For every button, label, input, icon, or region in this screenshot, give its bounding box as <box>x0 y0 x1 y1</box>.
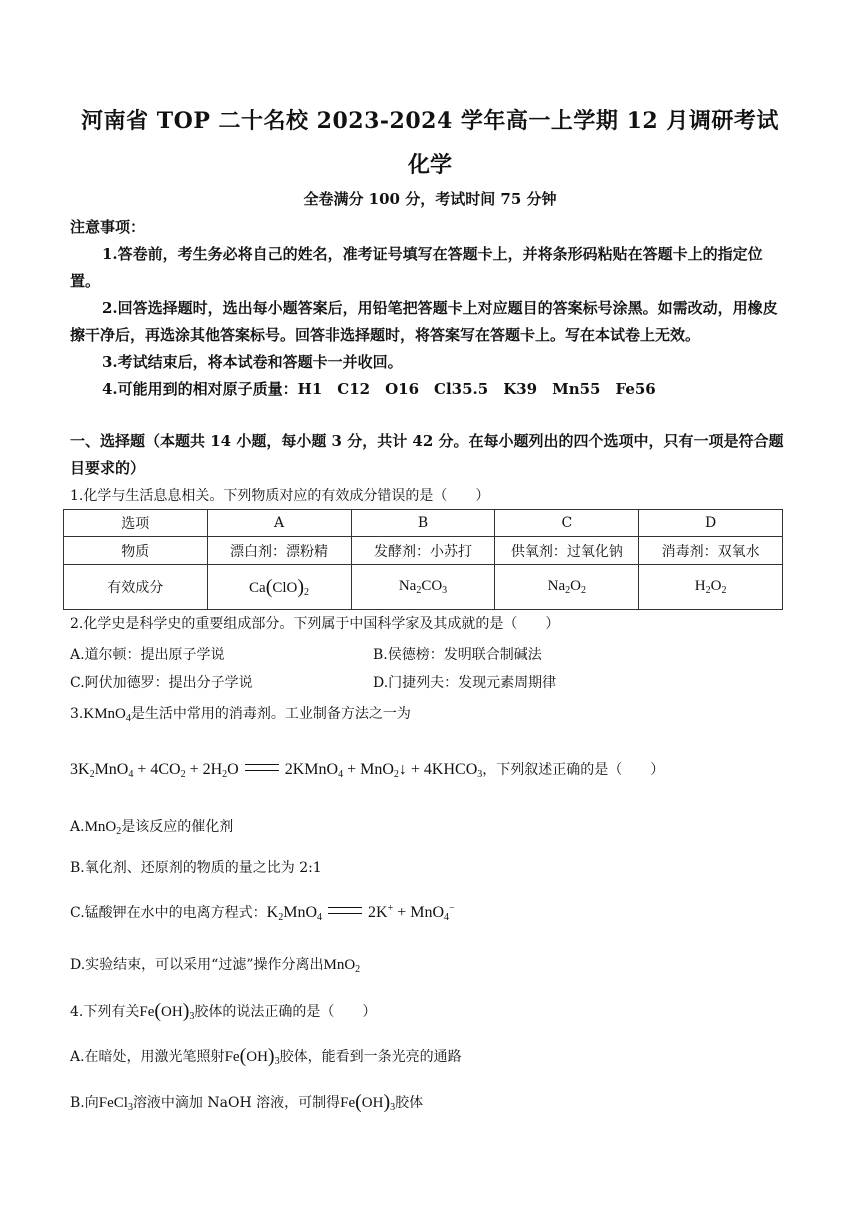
notes-section <box>70 214 790 403</box>
table-cell: 消毒剂：双氧水 <box>639 537 783 565</box>
formula: FeCl$_3$ <box>98 1095 133 1113</box>
subject-title: 化学 <box>407 152 452 178</box>
q2-option-a: A.道尔顿：提出原子学说 <box>70 647 225 663</box>
formula: $Fe(OH)_3$ <box>224 1045 280 1067</box>
q2-option-c: C.阿伏加德罗：提出分子学说 <box>70 675 253 691</box>
note-item: 4.可能用到的相对原子质量：H1 C12 O16 Cl35.5 K39 Mn55 Fe56 <box>102 380 656 398</box>
notes-heading: 注意事项： <box>70 218 146 236</box>
q4-option-b: B.向FeCl$_3$溶液中滴加 NaOH 溶液，可制得$Fe(OH)_3$胶体 <box>70 1091 424 1113</box>
table-header-cell: C <box>495 510 639 537</box>
q2-stem: 2.化学史是科学史的重要组成部分。下列属于中国科学家及其成就的是（ ） <box>70 616 560 632</box>
table-formula-cell: $Ca(ClO)_2$ <box>207 565 351 610</box>
table-formula-cell: $Na_2CO_3$ <box>351 565 495 610</box>
table-header-cell: B <box>351 510 495 537</box>
q3-option-c: C.锰酸钾在水中的电离方程式：$K_2MnO_4$ 2K+ + MnO$_4$− <box>70 903 455 923</box>
formula: $Fe(OH)_3$ <box>340 1091 396 1113</box>
exam-info: 全卷满分 100 分，考试时间 75 分钟 <box>303 190 557 208</box>
table-header-cell: 选项 <box>64 510 208 537</box>
q1-stem: 1.化学与生活息息相关。下列物质对应的有效成分错误的是（ ） <box>70 488 490 504</box>
note-item: 1.答卷前，考生务必将自己的姓名，准考证号填写在答题卡上，并将条形码粘贴在答题卡上的指定位置。 <box>70 245 763 290</box>
formula: MnO$_2$ <box>323 957 361 975</box>
q2-option-d: D.门捷列夫：发现元素周期律 <box>373 675 557 691</box>
q1-table <box>63 509 783 610</box>
formula: KMnO$_4$ <box>83 706 131 724</box>
note-item: 3.考试结束后，将本试卷和答题卡一并收回。 <box>102 353 403 371</box>
table-cell: 发酵剂：小苏打 <box>351 537 495 565</box>
q4-stem: 4.下列有关$Fe(OH)_3$胶体的说法正确的是（ ） <box>70 1000 377 1022</box>
q3-equation-line: $3K_2MnO_4 + 4CO_2 + 2H_2O$ 2KMnO$_4$ + MnO$_2$↓ + $4KHCO_3$，下列叙述正确的是（ ） <box>70 761 665 780</box>
formula: $Fe(OH)_3$ <box>139 1000 195 1022</box>
table-cell: 供氧剂：过氧化钠 <box>495 537 639 565</box>
table-formula-cell: $H_2O_2$ <box>639 565 783 610</box>
exam-title: 河南省 TOP 二十名校 2023-2024 学年高一上学期 12 月调研考试 <box>81 108 779 134</box>
note-item: 2.回答选择题时，选出每小题答案后，用铅笔把答题卡上对应题目的答案标号涂黑。如需改动，用橡皮擦干净后，再选涂其他答案标号。回答非选择题时，将答案写在答题卡上。写在本试卷上无效。 <box>70 299 778 344</box>
table-formula-cell: $Na_2O_2$ <box>495 565 639 610</box>
reaction-equation: $3K_2MnO_4 + 4CO_2 + 2H_2O$ 2KMnO$_4$ + MnO$_2$↓ + $4KHCO_3$ <box>70 761 483 780</box>
table-header-cell: D <box>639 510 783 537</box>
section-heading: 一、选择题（本题共 14 小题，每小题 3 分，共计 42 分。在每小题列出的四个选项中，只有一项是符合题目要求的） <box>70 432 784 477</box>
q3-option-d: D.实验结束，可以采用“过滤”操作分离出MnO$_2$ <box>70 957 361 975</box>
ionization-equation: $K_2MnO_4$ 2K+ + MnO$_4$− <box>266 903 455 923</box>
q4-option-a: A.在暗处，用激光笔照射$Fe(OH)_3$胶体，能看到一条光亮的通路 <box>70 1045 462 1067</box>
q3-option-b: B.氧化剂、还原剂的物质的量之比为 2:1 <box>70 860 322 876</box>
q2-option-b: B.侯德榜：发明联合制碱法 <box>373 647 542 663</box>
table-cell: 物质 <box>64 537 208 565</box>
table-cell: 有效成分 <box>64 565 208 610</box>
table-cell: 漂白剂：漂粉精 <box>207 537 351 565</box>
table-header-cell: A <box>207 510 351 537</box>
formula: MnO$_2$ <box>84 819 122 837</box>
q3-option-a: A.MnO$_2$是该反应的催化剂 <box>70 819 234 837</box>
q3-stem: 3.KMnO$_4$是生活中常用的消毒剂。工业制备方法之一为 <box>70 706 411 724</box>
